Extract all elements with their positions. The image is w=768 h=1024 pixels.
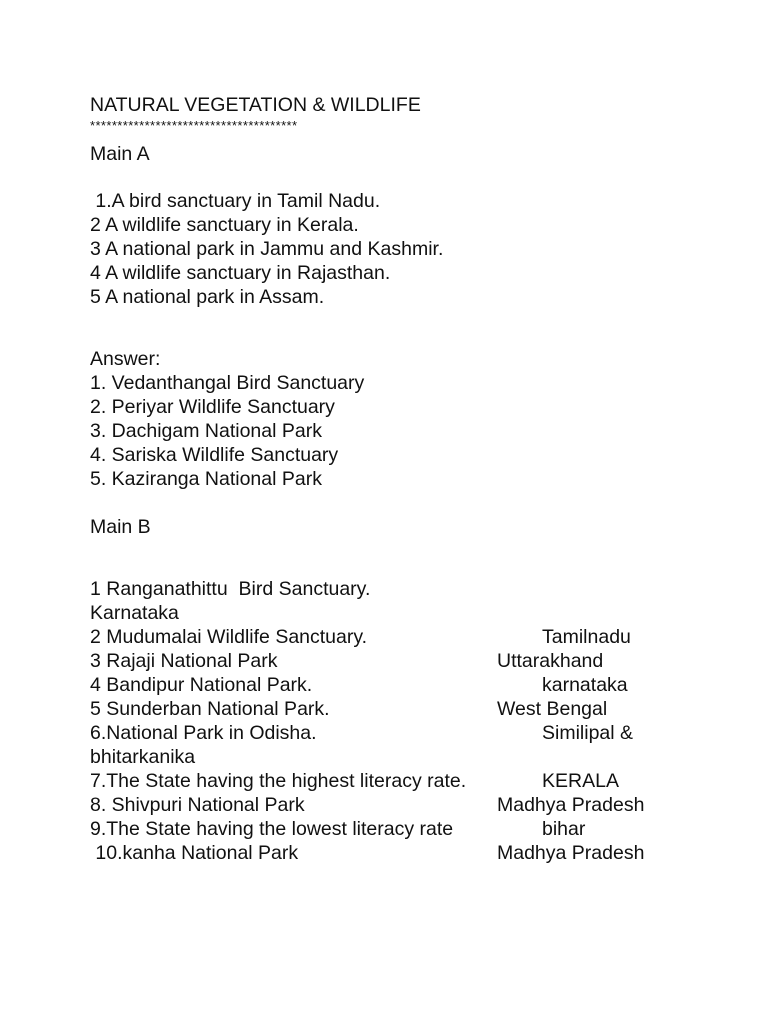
- document-title: NATURAL VEGETATION & WILDLIFE: [90, 94, 421, 116]
- main-b-item: 7.The State having the highest literacy rate.: [90, 770, 467, 792]
- main-a-question: 5 A national park in Assam.: [90, 286, 325, 308]
- main-b-item: 9.The State having the lowest literacy rate: [90, 818, 454, 840]
- main-a-question: 1.A bird sanctuary in Tamil Nadu.: [90, 190, 381, 212]
- main-b-item: bhitarkanika: [90, 746, 196, 768]
- main-b-state: bihar: [542, 818, 586, 840]
- main-a-answer: 3. Dachigam National Park: [90, 420, 322, 442]
- main-a-answer: 4. Sariska Wildlife Sanctuary: [90, 444, 339, 466]
- main-b-item: 4 Bandipur National Park.: [90, 674, 313, 696]
- main-a-question: 3 A national park in Jammu and Kashmir.: [90, 238, 444, 260]
- title-underline-stars: **************************************: [90, 118, 298, 133]
- main-a-heading: Main A: [90, 143, 150, 165]
- main-a-answer: 5. Kaziranga National Park: [90, 468, 322, 490]
- main-b-item: 6.National Park in Odisha.: [90, 722, 317, 744]
- main-b-state: Madhya Pradesh: [497, 794, 645, 816]
- main-a-answer: 2. Periyar Wildlife Sanctuary: [90, 396, 335, 418]
- main-a-question: 2 A wildlife sanctuary in Kerala.: [90, 214, 359, 236]
- answer-label: Answer:: [90, 348, 161, 370]
- main-b-item: 8. Shivpuri National Park: [90, 794, 305, 816]
- main-b-item: 5 Sunderban National Park.: [90, 698, 330, 720]
- main-b-state: Uttarakhand: [497, 650, 604, 672]
- main-b-heading: Main B: [90, 516, 151, 538]
- main-b-state: KERALA: [542, 770, 619, 792]
- main-b-state: West Bengal: [497, 698, 608, 720]
- main-b-state: Similipal &: [542, 722, 634, 744]
- main-b-item: 10.kanha National Park: [90, 842, 299, 864]
- main-b-item: 3 Rajaji National Park: [90, 650, 278, 672]
- main-a-answer: 1. Vedanthangal Bird Sanctuary: [90, 372, 365, 394]
- main-b-item: Karnataka: [90, 602, 179, 624]
- main-b-item: 2 Mudumalai Wildlife Sanctuary.: [90, 626, 368, 648]
- main-b-state: karnataka: [542, 674, 628, 696]
- main-a-question: 4 A wildlife sanctuary in Rajasthan.: [90, 262, 391, 284]
- main-b-state: Madhya Pradesh: [497, 842, 645, 864]
- main-b-item: 1 Ranganathittu Bird Sanctuary.: [90, 578, 371, 600]
- main-b-state: Tamilnadu: [542, 626, 631, 648]
